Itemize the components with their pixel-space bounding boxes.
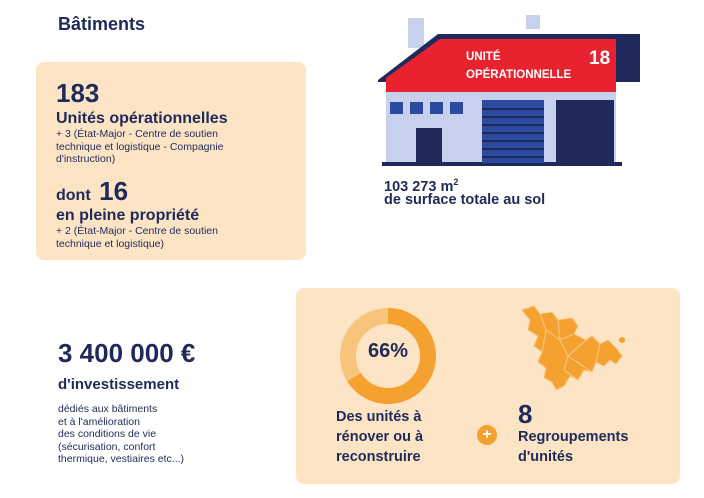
investment-desc-line: dédiés aux bâtiments (58, 403, 158, 415)
sign-line1: UNITÉ (466, 51, 501, 63)
plus-icon: + (477, 425, 497, 445)
groups-label (518, 427, 628, 467)
investment-label: d'investissement (58, 376, 180, 393)
percent-text: 66% (367, 340, 409, 362)
surface-label: de surface totale au sol (384, 192, 546, 208)
percent-label-line: Des unités à (336, 409, 422, 425)
owned-detail (56, 225, 301, 250)
chimney-left (408, 18, 424, 48)
units-card (36, 62, 306, 260)
units-detail-line: d'instruction) (56, 153, 116, 165)
chimney-right (526, 15, 540, 29)
investment-amount: 3 400 000 € (58, 338, 196, 368)
units-detail (56, 128, 301, 166)
building-illustration (378, 12, 640, 166)
units-count: 183 (56, 78, 100, 108)
sign-number: 18 (589, 48, 611, 69)
area-unit-exponent: 2 (453, 177, 459, 187)
units-detail-line: technique et logistique - Compagnie (56, 140, 224, 153)
groups-count: 8 (518, 399, 533, 429)
investment-desc-line: des conditions de vie (58, 428, 157, 440)
investment-description (58, 403, 184, 466)
investment-desc-line: thermique, vestiaires etc...) (58, 453, 185, 465)
map-shape (522, 306, 622, 390)
window (430, 102, 443, 114)
region-map-icon (512, 300, 630, 400)
door (416, 128, 442, 163)
area-value: 103 273 m (384, 178, 454, 195)
section-title: Bâtiments (58, 14, 146, 34)
map-dot (619, 337, 625, 343)
owned-label: en pleine propriété (56, 207, 200, 224)
groups-label-line: Regroupements (518, 429, 629, 445)
units-detail-line: + 3 (État-Major - Centre de soutien (56, 128, 218, 140)
window (450, 102, 463, 114)
owned-detail-line: + 2 (État-Major - Centre de soutien (56, 225, 218, 237)
percent-label-line: reconstruire (336, 449, 421, 465)
investment-desc-line: (sécurisation, confort (58, 440, 156, 453)
groups-label-line: d'unités (518, 449, 574, 465)
sign-line2: OPÉRATIONNELLE (466, 69, 572, 81)
percent-label (336, 407, 423, 467)
units-label: Unités opérationnelles (56, 110, 228, 127)
owned-detail-line: technique et logistique) (56, 237, 164, 250)
investment-desc-line: et à l'amélioration (58, 415, 140, 428)
dont-label: dont (56, 187, 91, 204)
window (410, 102, 423, 114)
owned-count: 16 (99, 176, 129, 206)
window (390, 102, 403, 114)
garage-door-dark (556, 100, 614, 163)
percent-label-line: rénover ou à (336, 429, 424, 445)
building-sign (466, 48, 571, 84)
owned-heading (56, 178, 128, 205)
